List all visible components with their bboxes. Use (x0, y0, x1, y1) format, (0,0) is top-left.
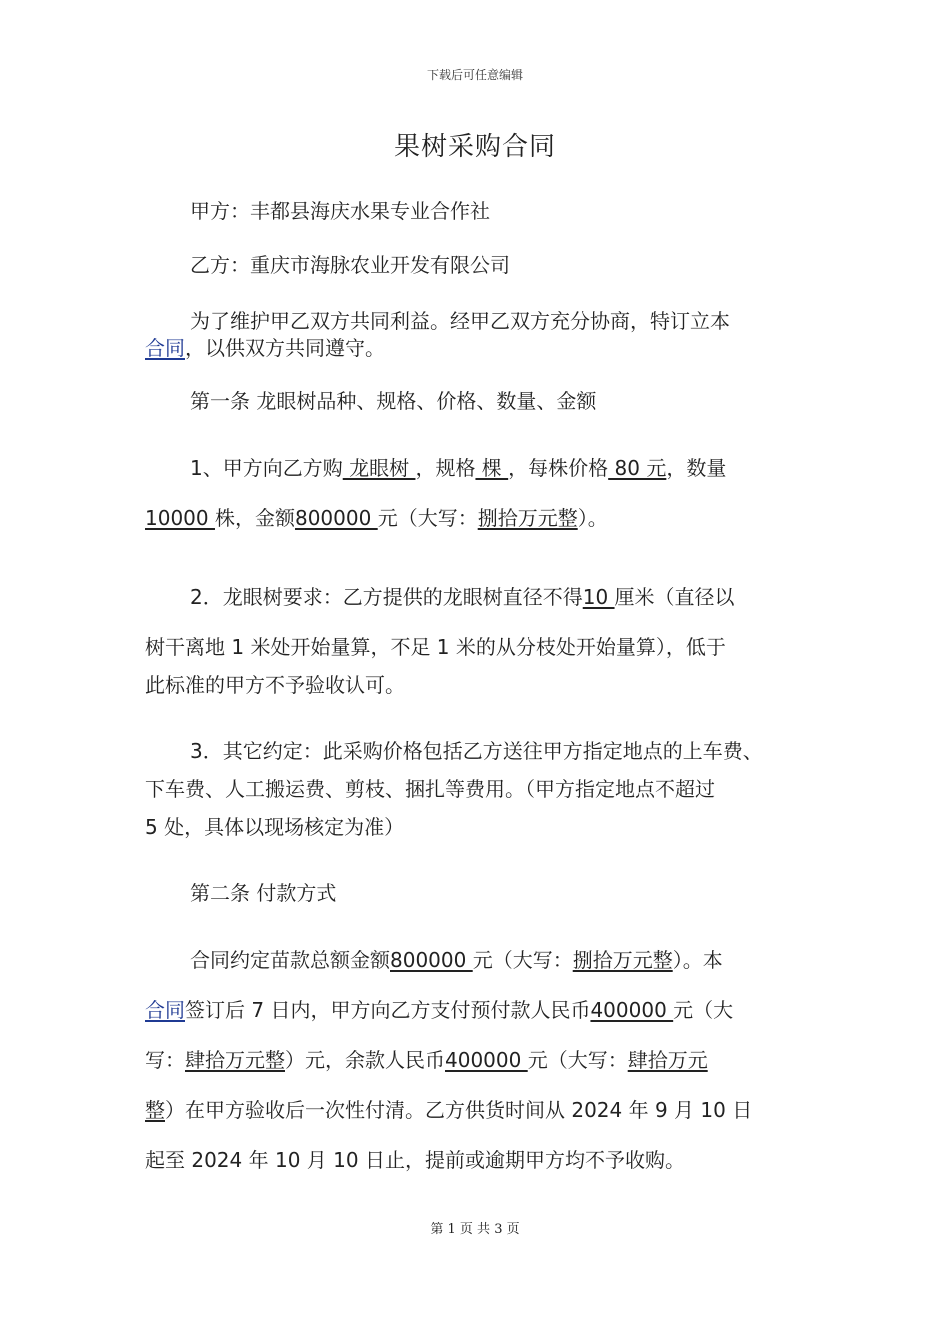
amount-value: 800000 (294, 506, 378, 530)
intro-line-2-text: ，以供双方共同遵守。 (185, 336, 385, 360)
total-words-value: 捌拾万元整 (572, 948, 673, 972)
text-segment: 元（大写： (377, 506, 478, 530)
variety-value: 龙眼树 (342, 456, 416, 480)
text-segment: 2．龙眼树要求：乙方提供的龙眼树直径不得 (190, 585, 583, 609)
balance-words-value-1: 肆拾万元 (627, 1048, 708, 1072)
article-1-item-3-line-2: 下车费、人工搬运费、剪枝、捆扎等费用。（甲方指定地点不超过 (145, 777, 715, 801)
price-value: 80 元 (608, 456, 667, 480)
page-header: 下载后可任意编辑 (426, 68, 523, 82)
quantity-value: 10000 (145, 506, 215, 530)
party-a: 甲方：丰都县海庆水果专业合作社 (190, 199, 490, 223)
article-2-line-2 (145, 997, 835, 1024)
total-value: 800000 (390, 948, 473, 972)
prepay-words-value: 肆拾万元整 (185, 1048, 285, 1072)
contract-link-2[interactable]: 合同 (145, 998, 185, 1022)
text-segment: ）元，余款人民币 (285, 1048, 445, 1072)
text-segment: 签订后 7 日内，甲方向乙方支付预付款人民币 (185, 998, 591, 1022)
article-2-line-3 (145, 1047, 835, 1074)
text-segment: ）。 (577, 506, 608, 530)
party-b: 乙方：重庆市海脉农业开发有限公司 (190, 253, 510, 277)
text-segment: ）在甲方验收后一次性付清。乙方供货时间从 2024 年 9 月 10 日 (165, 1098, 753, 1122)
article-1-item-1-line-1 (145, 455, 835, 482)
amount-words-value: 捌拾万元整 (477, 506, 578, 530)
article-1-item-3-line-1: 3．其它约定：此采购价格包括乙方送往甲方指定地点的上车费、 (190, 739, 763, 763)
text-segment: 元（大 (673, 998, 734, 1022)
text-segment: 厘米（直径以 (614, 585, 735, 609)
text-segment: 合同约定苗款总额金额 (190, 948, 390, 972)
article-1-item-3-line-3: 5 处，具体以现场核定为准） (145, 815, 405, 839)
diameter-value: 10 (582, 585, 615, 609)
text-segment: 元（大写： (527, 1048, 628, 1072)
article-1-item-2-line-2: 树干离地 1 米处开始量算，不足 1 米的从分枝处开始量算），低于 (145, 635, 726, 659)
article-2-heading: 第二条 付款方式 (190, 881, 337, 905)
prepay-value: 400000 (590, 998, 674, 1022)
balance-value: 400000 (445, 1048, 528, 1072)
article-2-line-5: 起至 2024 年 10 月 10 日止，提前或逾期甲方均不予收购。 (145, 1148, 685, 1172)
contract-link[interactable]: 合同 (145, 336, 185, 360)
text-segment: ，每株价格 (508, 456, 609, 480)
intro-line-2 (145, 335, 835, 362)
article-2-line-1 (145, 947, 835, 974)
text-segment: ，数量 (666, 456, 727, 480)
article-1-item-2-line-3: 此标准的甲方不予验收认可。 (145, 673, 405, 697)
article-1-item-2-line-1 (145, 584, 835, 611)
page-footer: 第 1 页 共 3 页 (430, 1222, 520, 1237)
intro-line-1: 为了维护甲乙双方共同利益。经甲乙双方充分协商，特订立本 (190, 309, 730, 333)
text-segment: 株，金额 (214, 506, 295, 530)
balance-words-value-2: 整 (145, 1098, 165, 1122)
article-1-item-1-line-2 (145, 505, 835, 532)
text-segment: 1、甲方向乙方购 (190, 456, 343, 480)
spec-value: 棵 (475, 456, 509, 480)
text-segment: 元（大写： (472, 948, 573, 972)
text-segment: ，规格 (415, 456, 476, 480)
article-1-heading: 第一条 龙眼树品种、规格、价格、数量、金额 (190, 389, 597, 413)
text-segment: 写： (145, 1048, 185, 1072)
text-segment: ）。本 (672, 948, 723, 972)
article-2-line-4 (145, 1097, 835, 1124)
document-title: 果树采购合同 (393, 132, 556, 162)
